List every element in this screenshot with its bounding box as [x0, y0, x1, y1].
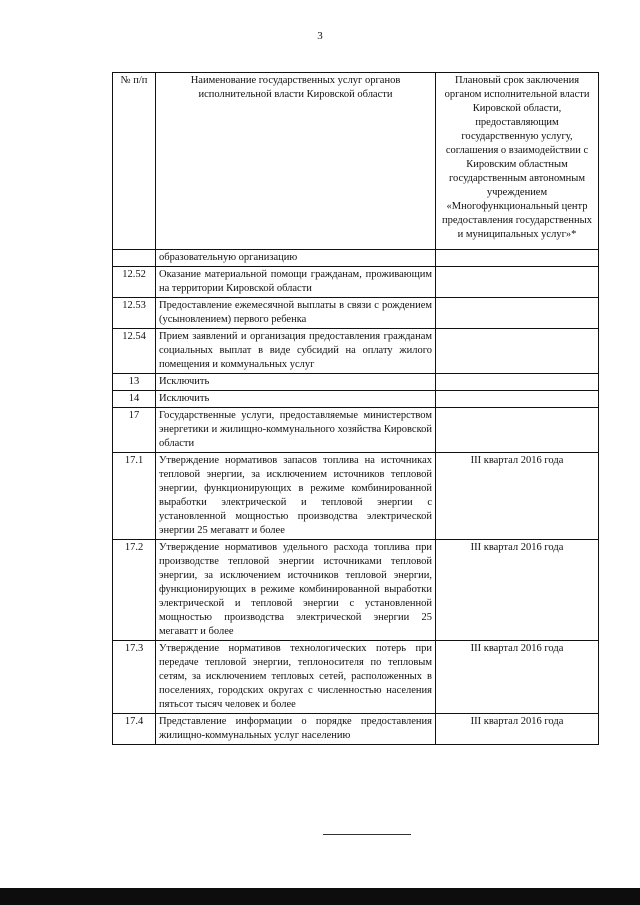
table-row	[113, 540, 599, 641]
header-row	[113, 73, 599, 250]
page-number: 3	[317, 30, 323, 42]
row-number	[113, 250, 156, 267]
row-service-name: образовательную организацию	[156, 250, 436, 267]
scan-bottom-edge	[0, 888, 640, 905]
table-row	[113, 641, 599, 714]
table-row	[113, 250, 599, 267]
separator-line	[323, 834, 411, 835]
row-planned-term	[436, 391, 599, 408]
table-row	[113, 298, 599, 329]
row-planned-term	[436, 250, 599, 267]
row-number: 17.2	[113, 540, 156, 641]
table-body	[113, 250, 599, 745]
row-number: 12.54	[113, 329, 156, 374]
row-number: 13	[113, 374, 156, 391]
table-row	[113, 453, 599, 540]
row-service-name: Исключить	[156, 374, 436, 391]
row-number: 12.52	[113, 267, 156, 298]
row-planned-term: III квартал 2016 года	[436, 453, 599, 540]
table-row	[113, 329, 599, 374]
row-number: 17.3	[113, 641, 156, 714]
table-row	[113, 408, 599, 453]
row-planned-term	[436, 374, 599, 391]
row-number: 17	[113, 408, 156, 453]
row-planned-term: III квартал 2016 года	[436, 540, 599, 641]
row-number: 14	[113, 391, 156, 408]
table-row	[113, 714, 599, 745]
row-service-name: Предоставление ежемесячной выплаты в связи с рождением (усыновлением) первого ребенка	[156, 298, 436, 329]
table-header	[113, 73, 599, 250]
header-number: № п/п	[113, 73, 156, 250]
table-row	[113, 267, 599, 298]
row-service-name: Утверждение нормативов технологических потерь при передаче тепловой энергии, теплоносителя по тепловым сетям, за исключением тепловых сетей, расположенных в поселениях, городских округах с численностью населения пятьсот тысяч человек и более	[156, 641, 436, 714]
header-service-name: Наименование государственных услуг органов исполнительной власти Кировской области	[156, 73, 436, 250]
row-planned-term	[436, 329, 599, 374]
row-number: 17.1	[113, 453, 156, 540]
row-service-name: Исключить	[156, 391, 436, 408]
row-number: 17.4	[113, 714, 156, 745]
row-number: 12.53	[113, 298, 156, 329]
table-row	[113, 374, 599, 391]
table-row	[113, 391, 599, 408]
header-planned-term: Плановый срок заключения органом исполнительной власти Кировской области, предоставляющим государственную услугу, соглашения о взаимодействии с Кировским областным государственным автономным учреждением «Многофункциональный центр предоставления государственных и муниципальных услуг»*	[436, 73, 599, 250]
row-service-name: Представление информации о порядке предоставления жилищно-коммунальных услуг населению	[156, 714, 436, 745]
services-table	[112, 72, 599, 745]
row-service-name: Утверждение нормативов запасов топлива на источниках тепловой энергии, за исключением источников тепловой энергии, функционирующих в режиме комбинированной выработки электрической и тепловой энергии с установленной мощностью производства электрической энергии 25 мегаватт и более	[156, 453, 436, 540]
row-planned-term: III квартал 2016 года	[436, 641, 599, 714]
row-service-name: Прием заявлений и организация предоставления гражданам социальных выплат в виде субсидий на оплату жилого помещения и коммунальных услуг	[156, 329, 436, 374]
row-service-name: Государственные услуги, предоставляемые министерством энергетики и жилищно-коммунального хозяйства Кировской области	[156, 408, 436, 453]
row-planned-term	[436, 298, 599, 329]
row-planned-term	[436, 408, 599, 453]
row-planned-term: III квартал 2016 года	[436, 714, 599, 745]
row-service-name: Оказание материальной помощи гражданам, проживающим на территории Кировской области	[156, 267, 436, 298]
row-planned-term	[436, 267, 599, 298]
row-service-name: Утверждение нормативов удельного расхода топлива при производстве тепловой энергии источниками тепловой энергии, за исключением источников тепловой энергии, функционирующих в режиме комбинированной выработки электрической и тепловой энергии с установленной мощностью производства электрической энергии 25 мегаватт и более	[156, 540, 436, 641]
